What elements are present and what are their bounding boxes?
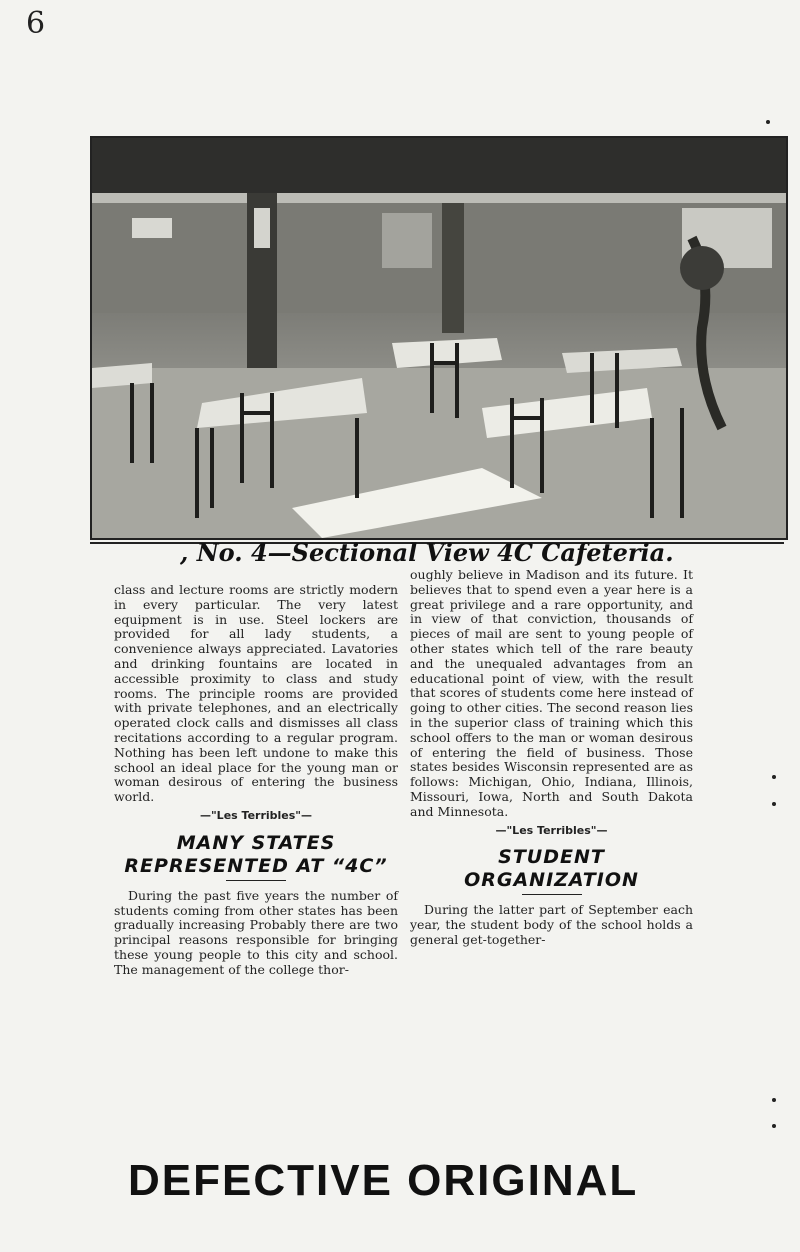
right-separator: —"Les Terribles"— [495, 823, 608, 837]
left-separator: —"Les Terribles"— [199, 808, 313, 822]
headline-student-organization-text: STUDENT ORGANIZATION [464, 846, 639, 892]
scan-mark [772, 775, 776, 779]
left-paragraph-1: class and lecture rooms are strictly modern in every particular. The very latest equipment is in use. Steel lockers are provided for all lady students, a convenience always appreciated. Lavatories and drinking fountains are located in accessible proximity to class and study rooms. The principle rooms are provided with private telephones, and an electrically operated clock calls and dismisses all class recitations according to a regular program. Nothing has been left undone to make this school an ideal place for the young man or woman desirous of entering the business world. [114, 582, 398, 805]
scan-mark [772, 1124, 776, 1128]
right-paragraph-2: During the latter part of September each year, the student body of the school holds a general get-together- [410, 902, 693, 947]
left-column [114, 583, 398, 978]
scan-mark [772, 1098, 776, 1102]
left-paragraph-2: During the past five years the number of students coming from other states has been gradually increasing Probably there are two principal reasons responsible for bringing these young people to this city and school. The management of the college thor- [114, 887, 398, 977]
page-number: 6 [26, 6, 46, 41]
headline-many-states-text: MANY STATES REPRESENTED AT “4C” [124, 831, 388, 877]
defective-original-stamp: DEFECTIVE ORIGINAL [128, 1156, 639, 1205]
right-column [410, 568, 693, 948]
headline-student-organization [410, 846, 693, 895]
headline-underline [522, 894, 582, 895]
photo-caption: , No. 4—Sectional View 4C Cafeteria. [180, 538, 674, 567]
scan-mark [772, 802, 776, 806]
headline-underline [226, 880, 286, 881]
scan-mark [766, 120, 770, 124]
cafeteria-photo [90, 136, 788, 540]
right-paragraph-1: oughly believe in Madison and its future. It believes that to spend even a year here is a great privilege and a rare opportunity, and in view of that conviction, thousands of pieces of mail are sent to young people of other states which tell of the rare beauty and the unequaled advantages from an educational point of view, with the result that scores of students come here instead of going to other cities. The second reason lies in the superior class of training which this school offers to the man or woman desirous of entering the field of business. Those states besides Wisconsin represented are as follows: Michigan, Ohio, Indiana, Illinois, Missouri, Iowa, North and South Dakota and Minnesota. [410, 567, 693, 819]
headline-many-states [114, 832, 398, 881]
